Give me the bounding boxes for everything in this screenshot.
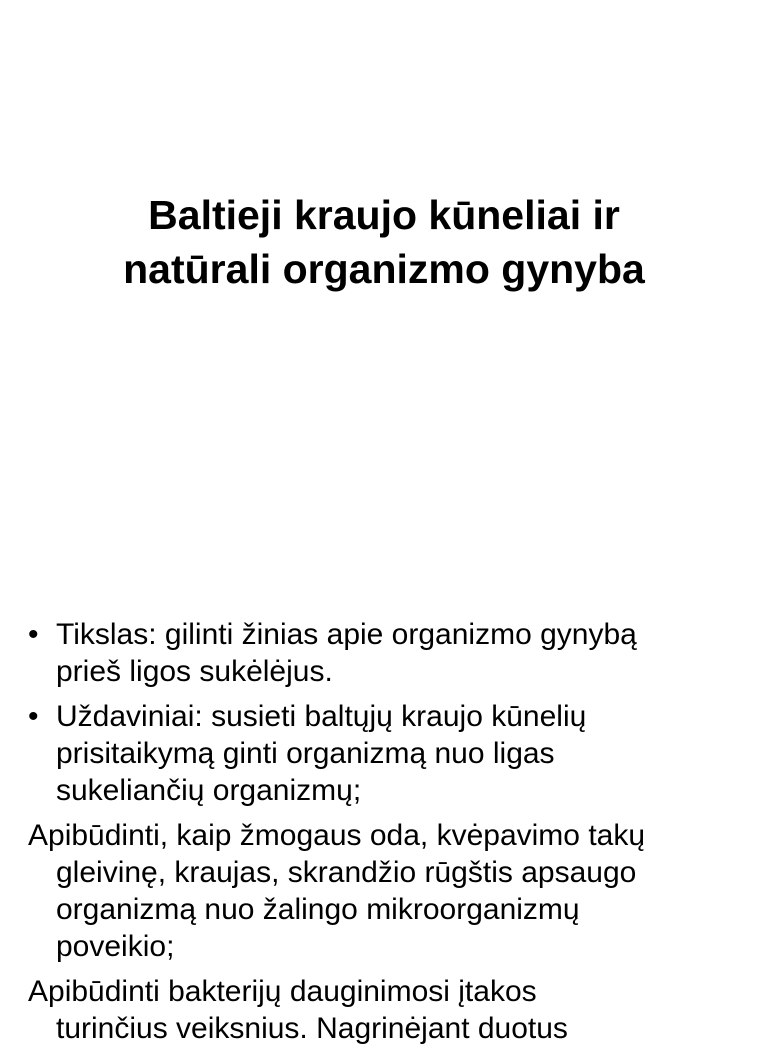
text-line: Apibūdinti, kaip žmogaus oda, kvėpavimo takų [28,819,646,852]
slide-title-line-1: Baltieji kraujo kūneliai ir [148,192,620,238]
slide-body [28,616,748,1055]
text-line: prisitaikymą ginti organizmą nuo ligas [56,737,555,770]
text-line: Apibūdinti bakterijų dauginimosi įtakos [28,975,537,1008]
text-line: • Uždaviniai: susieti baltųjų kraujo kūnelių [56,700,587,733]
text-line: sukeliančių organizmų; [56,774,362,807]
text-line: turinčius veiksnius. Nagrinėjant duotus [56,1012,568,1045]
bullet-tasks [28,698,748,809]
text-line: prieš ligos sukėlėjus. [56,655,333,688]
text-line: organizmą nuo žalingo mikroorganizmų [56,893,580,926]
slide-title [0,188,768,296]
text-line: gleivinę, kraujas, skrandžio rūgštis apsaugo [56,856,637,889]
text-line: • Tikslas: gilinti žinias apie organizmo gynybą [56,618,637,651]
paragraph-describe-bacteria [28,973,748,1047]
text-line: poveikio; [56,930,175,963]
bullet-goal [28,616,748,690]
paragraph-describe-defense [28,817,748,965]
slide-title-line-2: natūrali organizmo gynyba [123,246,645,292]
